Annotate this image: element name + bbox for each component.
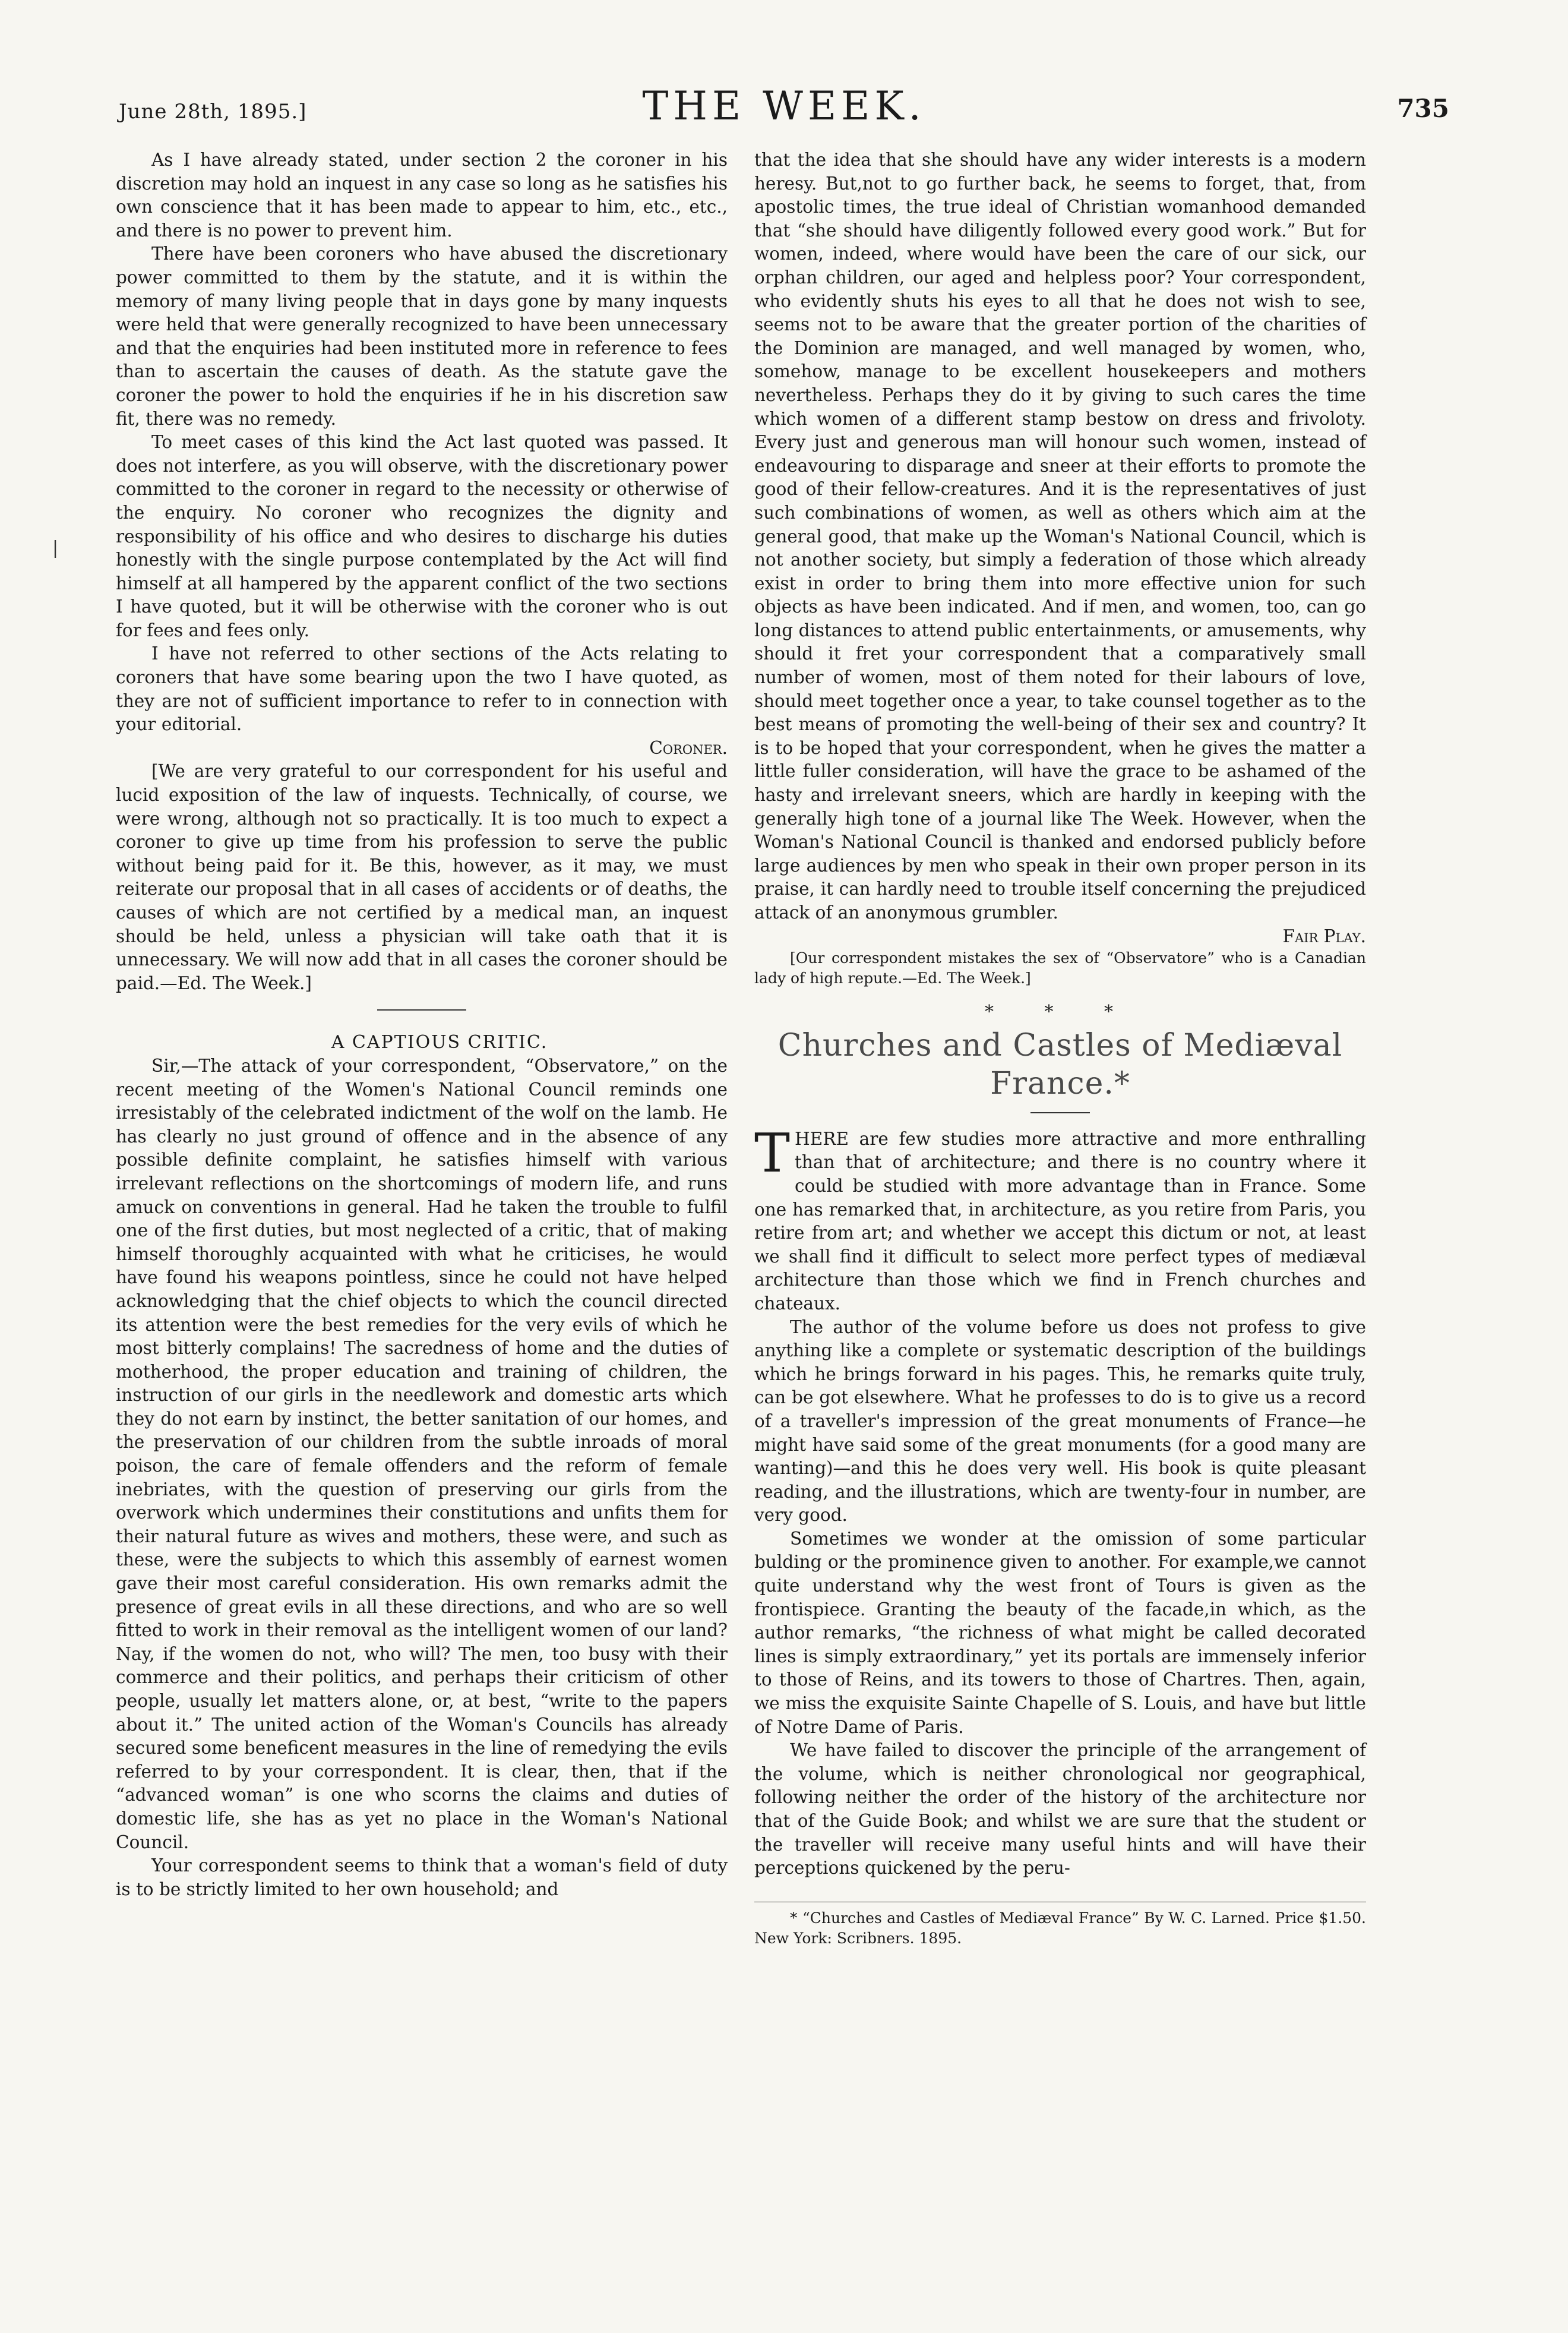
article-heading: Churches and Castles of Mediæval France.* — [777, 1027, 1343, 1101]
review-paragraph-text: HERE are few studies more attractive and more enthralling than that of architecture; and there is no country where it could be studied with more advantage than in France. Some one has remarked that, in architecture, as you retire from Paris, you retire from art; and whether we accept this dictum or not, at least we shall find it difficult to select more perfect types of mediæval architecture than those which we find in French churches and chateaux. — [754, 1128, 1366, 1314]
footnote: * “Churches and Castles of Mediæval France” By W. C. Larned. Price $1.50. New York: Scribners. 1895. — [754, 1909, 1366, 1947]
issue-date: June 28th, 1895.] — [119, 100, 307, 124]
review-paragraph: Sometimes we wonder at the omission of some particular bulding or the prominence given to another. For example,we cannot quite understand why the west front of Tours is given as the frontispiece. Granting the beauty of the facade,in which, as the author remarks, “the richness of what might be called decorated lines is simply extraordinary,” yet its portals are immensely inferior to those of Reins, and its towers to those of Chartres. Then, again, we miss the exquisite Sainte Chapelle of S. Louis, and have but little of Notre Dame of Paris. — [754, 1528, 1366, 1737]
margin-mark: | — [52, 538, 59, 558]
critic-letter-paragraph: Your correspondent seems to think that a woman's field of duty is to be strictly limited to her own household; and — [116, 1855, 728, 1899]
section-divider — [377, 1009, 466, 1011]
left-column — [116, 149, 728, 1901]
drop-cap: T — [754, 1122, 791, 1185]
critic-letter-paragraph: Sir,—The attack of your correspondent, “Observatore,” on the recent meeting of the Women's National Council reminds one irresistably of the celebrated indictment of the wolf on the lamb. He has clearly no just ground of offence and in the absence of any possible definite complaint, he satisfies himself with various irrelevant reflections on the shortcomings of modern life, and runs amuck on conventions in general. Had he taken the trouble to fulfil one of the first duties, but most neglected of a critic, that of making himself thoroughly acquainted with what he criticises, he would have found his weapons pointless, since he could not have helped acknowledging that the chief objects to which the council directed its attention were the best remedies for the very evils of which he most bitterly complains! The sacredness of home and the duties of motherhood, the proper education and training of children, the instruction of our girls in the needlework and domestic arts which they do not earn by instinct, the better sanitation of our homes, and the preservation of our children from the subtle inroads of moral poison, the care of female offenders and the reform of female inebriates, with the question of preserving our girls from the overwork which undermines their constitutions and unfits them for their natural future as wives and mothers, these were, and such as these, were the subjects to which this assembly of earnest women gave their most careful consideration. His own remarks admit the presence of great evils in all these directions, and who are so well fitted to work in their removal as the intelligent women of our land? Nay, if the women do not, who will? The men, too busy with their commerce and their politics, and perhaps their criticism of other people, usually let matters alone, or, at best, “write to the papers about it.” The united action of the Woman's Councils has already secured some beneficent measures in the line of remedying the evils referred to by your correspondent. It is clear, then, that if the “advanced woman” is one who scorns the claims and duties of domestic life, she has as yet no place in the Woman's National Council. — [116, 1055, 728, 1852]
page-header — [119, 83, 1449, 137]
letter-signature: Coroner. — [649, 737, 728, 758]
masthead-title: THE WEEK. — [642, 83, 926, 129]
coroner-letter-paragraph: As I have already stated, under section 2 the coroner in his discretion may hold an inquest in any case so long as he satisfies his own conscience that it has been made to appear to him, etc., etc., and there is no power to prevent him. — [116, 150, 728, 241]
section-heading: A CAPTIOUS CRITIC. — [331, 1032, 548, 1053]
coroner-letter-paragraph: I have not referred to other sections of the Acts relating to coroners that have some bearing upon the two I have quoted, as they are not of sufficient importance to refer to in connection with your editorial. — [116, 643, 728, 735]
review-paragraph: We have failed to discover the principle of the arrangement of the volume, which is neither chronological nor geographical, following neither the order of the history of the architecture nor that of the Guide Book; and whilst we are sure that the student or the traveller will receive many useful hints and will have their perceptions quickened by the peru- — [754, 1740, 1366, 1879]
editor-note: [We are very grateful to our correspondent for his useful and lucid exposition of the law of inquests. Technically, of course, we were wrong, although not so practically. It is too much to expect a coroner to give up time from his profession to serve the public without being paid for it. Be this, however, as it may, we must reiterate our proposal that in all cases of accidents or of deaths, the causes of which are not certified by a medical man, an inquest should be held, unless a physician will take oath that it is unnecessary. We will now add that in all cases the coroner should be paid.—Ed. The Week.] — [116, 761, 728, 993]
heading-divider — [1030, 1112, 1090, 1113]
section-asterisks: * * * — [984, 1002, 1136, 1023]
page-number: 735 — [1397, 94, 1449, 123]
right-column — [754, 149, 1366, 1949]
critic-letter-continued: that the idea that she should have any wider interests is a modern heresy. But,not to go further back, he seems to forget, that, from apostolic times, the true ideal of Christian womanhood demanded that “she should have diligently followed every good work.” But for women, indeed, where would have been the care of our sick, our orphan children, our aged and helpless poor? Your correspondent, who evidently shuts his eyes to all that he does not wish to see, seems not to be aware that the greater portion of the charities of the Dominion are managed, and well managed by women, who, somehow, manage to be excellent housekeepers and mothers nevertheless. Perhaps they do it by giving to such cares the time which women of a different stamp bestow on dress and frivoloty. Every just and generous man will honour such women, instead of endeavouring to disparage and sneer at their efforts to promote the good of their fellow-creatures. And it is the representatives of just such combinations of women, as well as others which aim at the general good, that make up the Woman's National Council, which is not another society, but simply a federation of those which already exist in order to bring them into more effective union for such objects as have been indicated. And if men, and women, too, can go long distances to attend public entertainments, or amusements, why should it fret your correspondent that a comparatively small number of women, most of them noted for their labours of love, should meet together once a year, to take counsel together as to the best means of promoting the well-being of their sex and country? It is to be hoped that your correspondent, when he gives the matter a little fuller consideration, will have the grace to be ashamed of the hasty and irrelevant sneers, which are hardly in keeping with the generally high tone of a journal like The Week. However, when the Woman's National Council is thanked and endorsed publicly before large audiences by men who speak in their own proper person in its praise, it can hardly need to trouble itself concerning the prejudiced attack of an anonymous grumbler. — [754, 150, 1366, 923]
letter-signature: Fair Play. — [1282, 926, 1366, 946]
coroner-letter-paragraph: To meet cases of this kind the Act last quoted was passed. It does not interfere, as you will observe, with the discretionary power committed to the coroner in regard to the necessity or otherwise of the enquiry. No coroner who recognizes the dignity and responsibility of his office and who desires to discharge his duties honestly with the single purpose contemplated by the Act will find himself at all hampered by the apparent conflict of the two sections I have quoted, but it will be otherwise with the coroner who is out for fees and fees only. — [116, 432, 728, 640]
review-paragraph: The author of the volume before us does not profess to give anything like a complete or systematic description of the buildings which he brings forward in his pages. This, he remarks quite truly, can be got elsewhere. What he professes to do is to give us a record of a traveller's impression of the great monuments of France—he might have said some of the great monuments (for a good many are wanting)—and this he does very well. His book is quite pleasant reading, and the illustrations, which are twenty-four in number, are very good. — [754, 1317, 1366, 1526]
coroner-letter-paragraph: There have been coroners who have abused the discretionary power committed to them by the statute, and it is within the memory of many living people that in days gone by many inquests were held that were generally recognized to have been unnecessary and that the enquiries had been instituted more in reference to fees than to ascertain the causes of death. As the statute gave the coroner the power to hold the enquiries if he in his discretion saw fit, there was no remedy. — [116, 244, 728, 429]
review-paragraph — [754, 1122, 1366, 1316]
editor-note: [Our correspondent mistakes the sex of “Observatore” who is a Canadian lady of high repute.—Ed. The Week.] — [754, 949, 1366, 987]
